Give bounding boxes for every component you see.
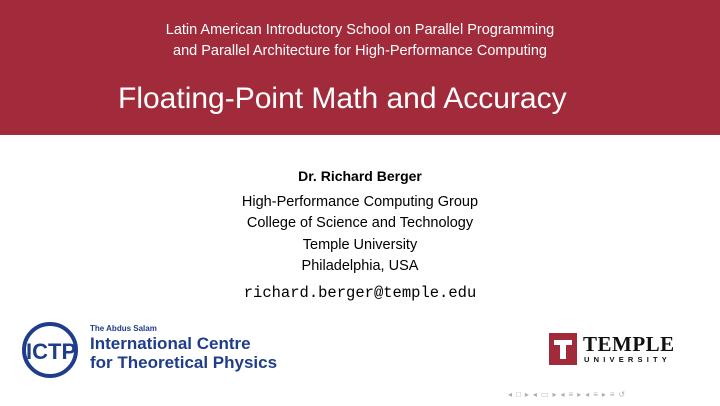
- prev-subsection-icon[interactable]: ◂: [532, 390, 537, 399]
- beamer-navigation-bar: [508, 388, 625, 402]
- ictp-logo: [20, 320, 278, 380]
- next-section-icon[interactable]: ▸: [577, 390, 582, 399]
- affiliation-group: High-Performance Computing Group: [241, 194, 479, 210]
- next-frame-icon[interactable]: ▸: [524, 390, 529, 399]
- first-frame-icon[interactable]: ◂: [508, 390, 513, 399]
- ictp-logo-small-text: The Abdus Salam: [90, 324, 157, 333]
- ictp-logo-line-1: International Centre: [90, 334, 251, 353]
- author-name: Dr. Richard Berger: [298, 168, 422, 184]
- title-banner: [0, 0, 720, 135]
- temple-logo-subtitle: UNIVERSITY: [584, 355, 672, 364]
- document-icon[interactable]: ≡: [593, 390, 598, 399]
- school-name-line-1: Latin American Introductory School on Parallel Programming: [165, 22, 555, 38]
- slide-title: Floating-Point Math and Accuracy: [118, 82, 567, 115]
- author-email[interactable]: richard.berger@temple.edu: [243, 284, 477, 302]
- search-icon[interactable]: ↺: [618, 390, 626, 399]
- align-icon[interactable]: ≡: [609, 390, 615, 399]
- temple-t-icon: [549, 333, 577, 365]
- subsection-box-icon[interactable]: ▭: [540, 390, 549, 399]
- affiliation-location: Philadelphia, USA: [301, 258, 419, 274]
- prev-document-icon[interactable]: ◂: [585, 390, 590, 399]
- affiliation-university: Temple University: [302, 237, 418, 253]
- temple-university-logo: [549, 333, 689, 367]
- prev-section-icon[interactable]: ◂: [560, 390, 565, 399]
- svg-text:ICTP: ICTP: [26, 339, 77, 364]
- school-name-line-2: and Parallel Architecture for High-Performance Computing: [173, 43, 547, 59]
- next-document-icon[interactable]: ▸: [601, 390, 606, 399]
- frame-box-icon[interactable]: □: [516, 390, 521, 399]
- ictp-mark-icon: [20, 320, 90, 380]
- section-icon[interactable]: ≡: [568, 390, 574, 399]
- next-subsection-icon[interactable]: ▸: [552, 390, 557, 399]
- affiliation-college: College of Science and Technology: [246, 215, 474, 231]
- temple-logo-name: TEMPLE: [583, 332, 675, 356]
- ictp-logo-line-2: for Theoretical Physics: [90, 353, 278, 372]
